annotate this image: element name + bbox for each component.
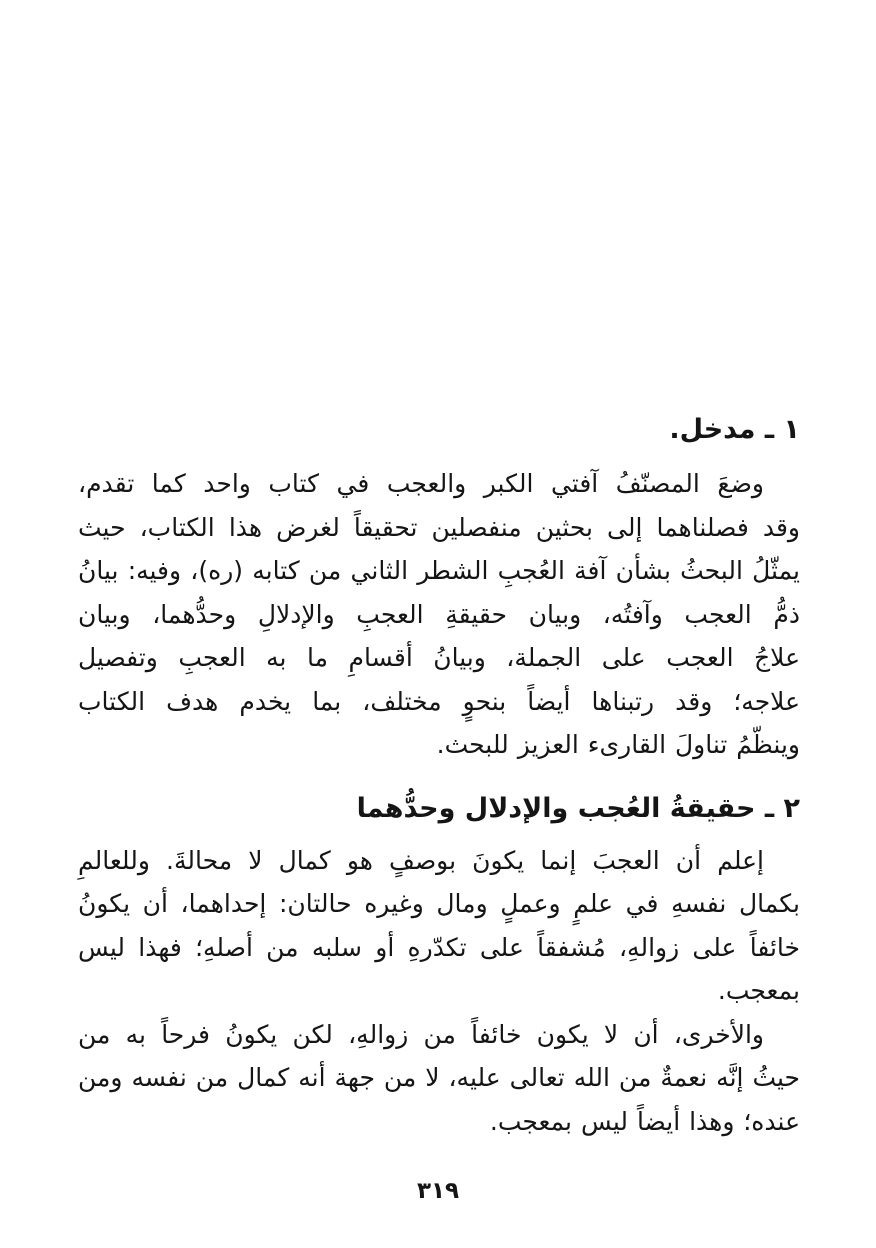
text-line: وضعَ المصنّفُ آفتي الكبر والعجب في كتاب واحد كما تقدم، bbox=[78, 469, 764, 498]
section-2-paragraph-2 bbox=[78, 1013, 800, 1144]
text-line: بكمال نفسهِ في علمٍ وعملٍ ومال وغيره حالتان: إحداهما، أن يكونُ bbox=[78, 889, 800, 918]
text-line: بمعجب. bbox=[717, 976, 800, 1005]
text-line: وينظّمُ تناولَ القارىء العزيز للبحث. bbox=[436, 730, 800, 759]
text-line: وقد فصلناهما إلى بحثين منفصلين تحقيقاً لغرض هذا الكتاب، حيث bbox=[78, 512, 800, 542]
text-line: حيثُ إنَّه نعمةٌ من الله تعالى عليه، لا من جهة أنه كمال من نفسه ومن bbox=[78, 1063, 800, 1092]
section-1-paragraph-1 bbox=[78, 462, 800, 767]
text-line: علاجه؛ وقد رتبناها أيضاً بنحوٍ مختلف، بما يخدم هدف الكتاب bbox=[78, 686, 800, 716]
section-2-heading: ٢ ـ حقيقةُ العُجب والإدلال وحدُّهما bbox=[356, 792, 800, 824]
page-content bbox=[78, 410, 800, 1143]
text-line: يمثّلُ البحثُ بشأن آفة العُجبِ الشطر الثاني من كتابه (ره)، وفيه: بيانُ bbox=[78, 556, 800, 585]
text-line: ذمُّ العجب وآفتُه، وبيان حقيقةِ العجبِ والإدلالِ وحدُّهما، وبيان bbox=[78, 599, 800, 629]
text-line: علاجُ العجب على الجملة، وبيانُ أقسامِ ما به العجبِ وتفصيل bbox=[78, 643, 800, 672]
text-line: خائفاً على زوالهِ، مُشفقاً على تكدّرهِ أو سلبه من أصلهِ؛ فهذا ليس bbox=[78, 932, 800, 962]
section-1-heading: ١ ـ مدخل. bbox=[669, 414, 800, 445]
page-number: ٣١٩ bbox=[416, 1178, 460, 1204]
text-line: إعلم أن العجبَ إنما يكونَ بوصفٍ هو كمال لا محالةَ. وللعالمِ bbox=[78, 845, 764, 875]
text-line: والأخرى، أن لا يكون خائفاً من زوالهِ، لكن يكونُ فرحاً به من bbox=[78, 1019, 764, 1049]
text-line: عنده؛ وهذا أيضاً ليس بمعجب. bbox=[489, 1106, 800, 1136]
section-2-paragraph-1 bbox=[78, 839, 800, 1013]
